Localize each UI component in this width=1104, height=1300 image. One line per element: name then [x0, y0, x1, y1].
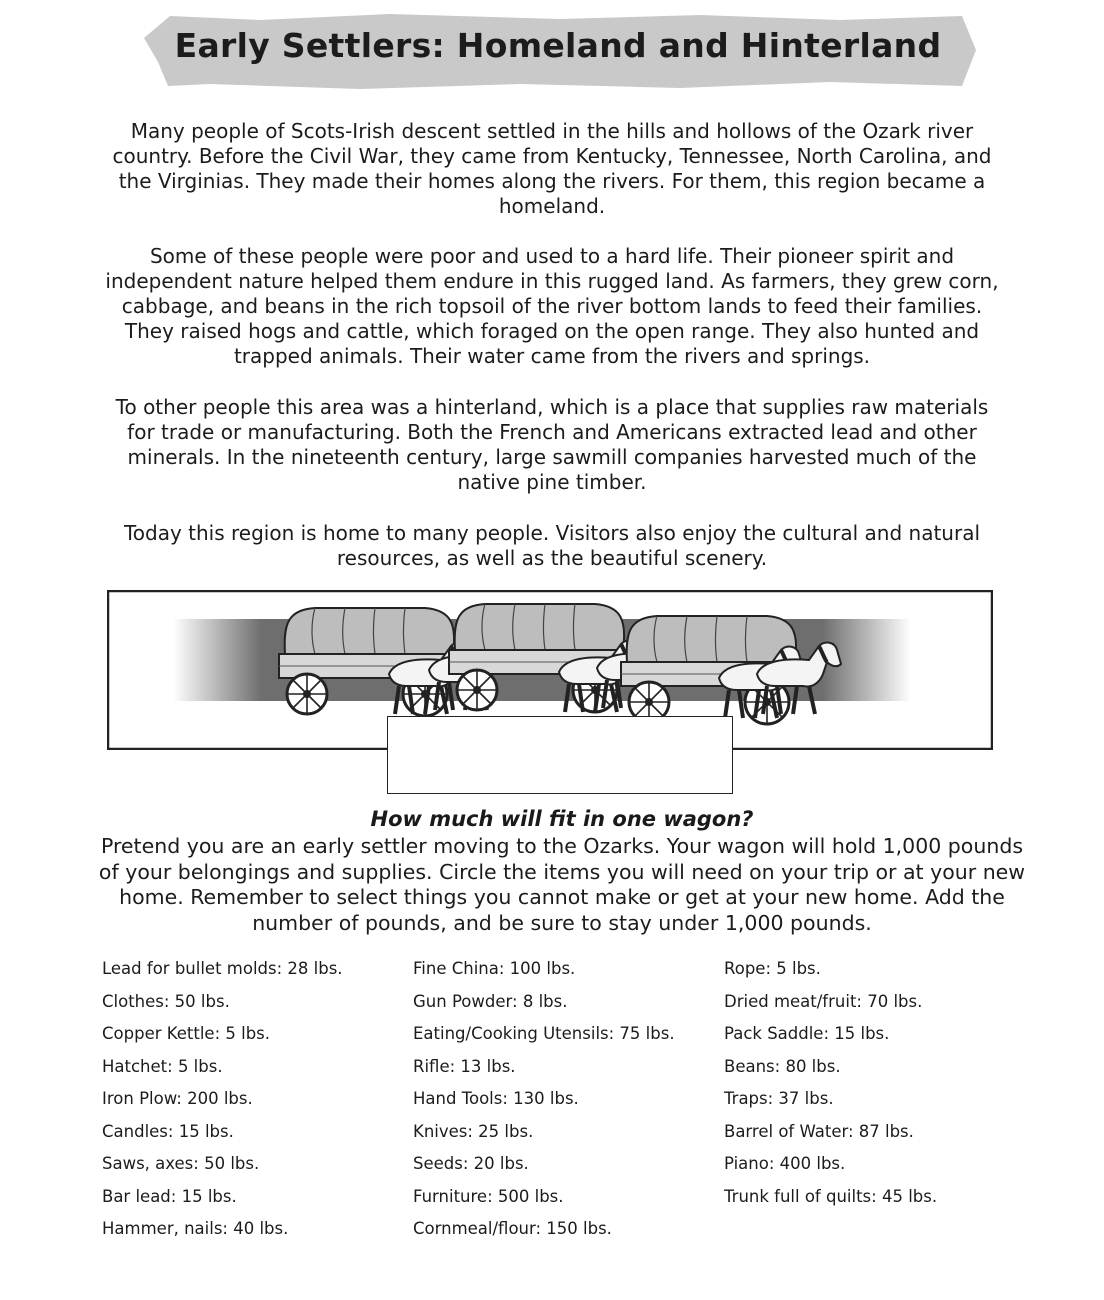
list-item[interactable]: Iron Plow: 200 lbs.	[102, 1089, 253, 1108]
list-item[interactable]: Trunk full of quilts: 45 lbs.	[724, 1186, 938, 1206]
list-item[interactable]: Knives: 25 lbs.	[413, 1121, 534, 1141]
title-banner	[140, 12, 976, 90]
list-item[interactable]: Traps: 37 lbs.	[724, 1089, 834, 1108]
list-item[interactable]: Piano: 400 lbs.	[724, 1154, 846, 1173]
list-item[interactable]: Cornmeal/flour: 150 lbs.	[413, 1219, 612, 1238]
list-item[interactable]: Hand Tools: 130 lbs.	[413, 1089, 579, 1108]
answer-box[interactable]	[387, 716, 733, 794]
item-list-column-2	[413, 956, 675, 1249]
list-item[interactable]: Rifle: 13 lbs.	[413, 1056, 516, 1076]
list-item[interactable]: Furniture: 500 lbs.	[413, 1186, 564, 1206]
list-item[interactable]: Bar lead: 15 lbs.	[102, 1186, 237, 1206]
list-item[interactable]: Hatchet: 5 lbs.	[102, 1056, 223, 1076]
list-item[interactable]: Pack Saddle: 15 lbs.	[724, 1024, 890, 1043]
page-title: Early Settlers: Homeland and Hinterland	[174, 26, 942, 65]
list-item[interactable]: Copper Kettle: 5 lbs.	[102, 1024, 271, 1043]
list-item[interactable]: Rope: 5 lbs.	[724, 959, 821, 978]
list-item[interactable]: Gun Powder: 8 lbs.	[413, 991, 568, 1011]
paragraph-hinterland: To other people this area was a hinterland, which is a place that supplies raw materials for trade or manufacturing. Both the French and Americans extracted lead and other minerals. In the nineteenth century, large sawmill companies harvested much of the native pine timber.	[115, 395, 989, 494]
list-item[interactable]: Hammer, nails: 40 lbs.	[102, 1219, 289, 1238]
item-list-column-1	[102, 956, 343, 1249]
list-item[interactable]: Seeds: 20 lbs.	[413, 1154, 529, 1173]
activity-instructions: Pretend you are an early settler moving to the Ozarks. Your wagon will hold 1,000 pounds of your belongings and supplies. Circle the items you will need on your trip or at your new home. Remember to select things you cannot make or get at your new home. Add the number of pounds, and be sure to stay under 1,000 pounds.	[98, 834, 1026, 935]
list-item[interactable]: Candles: 15 lbs.	[102, 1121, 234, 1141]
list-item[interactable]: Clothes: 50 lbs.	[102, 991, 230, 1011]
list-item[interactable]: Beans: 80 lbs.	[724, 1056, 841, 1076]
list-item[interactable]: Fine China: 100 lbs.	[413, 959, 576, 978]
paragraph-today: Today this region is home to many people. Visitors also enjoy the cultural and natural resources, as well as the beautiful scenery.	[123, 521, 981, 570]
list-item[interactable]: Dried meat/fruit: 70 lbs.	[724, 991, 923, 1011]
activity-question: How much will fit in one wagon?	[370, 807, 754, 831]
list-item[interactable]: Lead for bullet molds: 28 lbs.	[102, 959, 343, 978]
list-item[interactable]: Barrel of Water: 87 lbs.	[724, 1121, 914, 1141]
item-list-column-3	[724, 956, 937, 1216]
paragraph-homeland: Many people of Scots-Irish descent settled in the hills and hollows of the Ozark river country. Before the Civil War, they came from Kentucky, Tennessee, North Carolina, and the Virginias. They made their homes along the rivers. For them, this region became a homeland.	[112, 119, 992, 218]
paragraph-pioneer-life: Some of these people were poor and used to a hard life. Their pioneer spirit and independent nature helped them endure in this rugged land. As farmers, they grew corn, cabbage, and beans in the rich topsoil of the river bottom lands to feed their families. They raised hogs and cattle, which foraged on the open range. They also hunted and trapped animals. Their water came from the rivers and springs.	[105, 244, 999, 368]
list-item[interactable]: Eating/Cooking Utensils: 75 lbs.	[413, 1024, 675, 1043]
list-item[interactable]: Saws, axes: 50 lbs.	[102, 1154, 260, 1173]
